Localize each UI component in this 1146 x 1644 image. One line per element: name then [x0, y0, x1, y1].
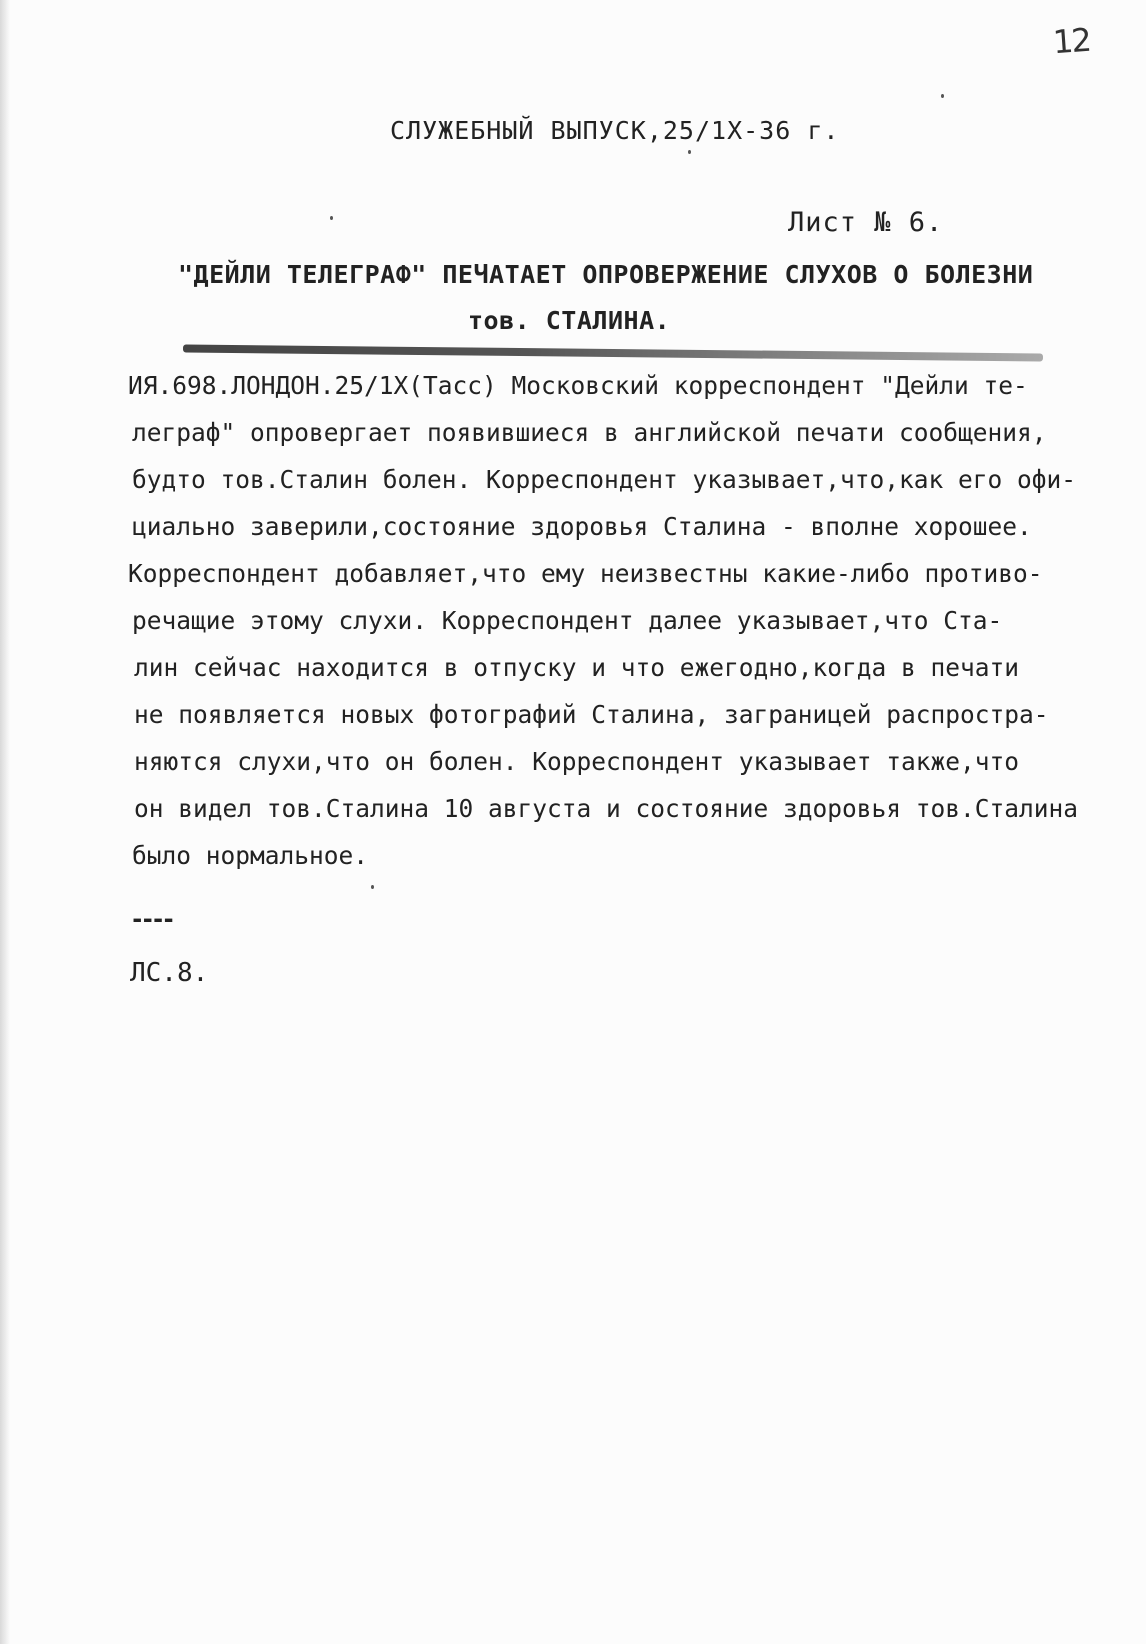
handwritten-page-number: 12	[1051, 20, 1091, 62]
ink-speck	[941, 94, 944, 98]
separator-dashes: ----	[130, 905, 172, 933]
ink-speck	[371, 885, 374, 889]
headline-line-1: "ДЕЙЛИ ТЕЛЕГРАФ" ПЕЧАТАЕТ ОПРОВЕРЖЕНИЕ СЛУХОВ О БОЛЕЗНИ	[178, 260, 1034, 289]
body-line: было нормальное.	[132, 841, 369, 870]
body-line: он видел тов.Сталина 10 августа и состояние здоровья тов.Сталина	[134, 794, 1079, 823]
document-headline	[178, 252, 1034, 344]
body-line: лин сейчас находится в отпуску и что ежегодно,когда в печати	[134, 653, 1020, 682]
page-edge-shadow	[0, 0, 10, 1644]
body-line: леграф" опровергает появившиеся в английской печати сообщения,	[132, 418, 1047, 447]
footer-code: ЛС.8.	[130, 958, 209, 988]
body-line: будто тов.Сталин болен. Корреспондент указывает,что,как его офи-	[132, 465, 1077, 494]
headline-underline-rule	[183, 344, 1043, 361]
document-header: СЛУЖЕБНЫЙ ВЫПУСК,25/1Х-36 г.	[390, 116, 840, 145]
body-line: ИЯ.698.ЛОНДОН.25/1Х(Тасс) Московский корреспондент "Дейли те-	[128, 371, 1028, 400]
ink-speck	[688, 150, 691, 154]
headline-line-2: тов. СТАЛИНА.	[468, 306, 671, 335]
sheet-number: Лист № 6.	[788, 207, 944, 238]
body-line: Корреспондент добавляет,что ему неизвестны какие-либо противо-	[128, 559, 1043, 588]
body-line: циально заверили,состояние здоровья Сталина - вполне хорошее.	[132, 512, 1032, 541]
ink-speck	[330, 216, 333, 220]
body-line: речащие этому слухи. Корреспондент далее указывает,что Ста-	[132, 606, 1003, 635]
body-text	[128, 362, 1088, 879]
body-line: няются слухи,что он болен. Корреспондент указывает также,что	[134, 747, 1020, 776]
body-line: не появляется новых фотографий Сталина, заграницей распростра-	[134, 700, 1049, 729]
